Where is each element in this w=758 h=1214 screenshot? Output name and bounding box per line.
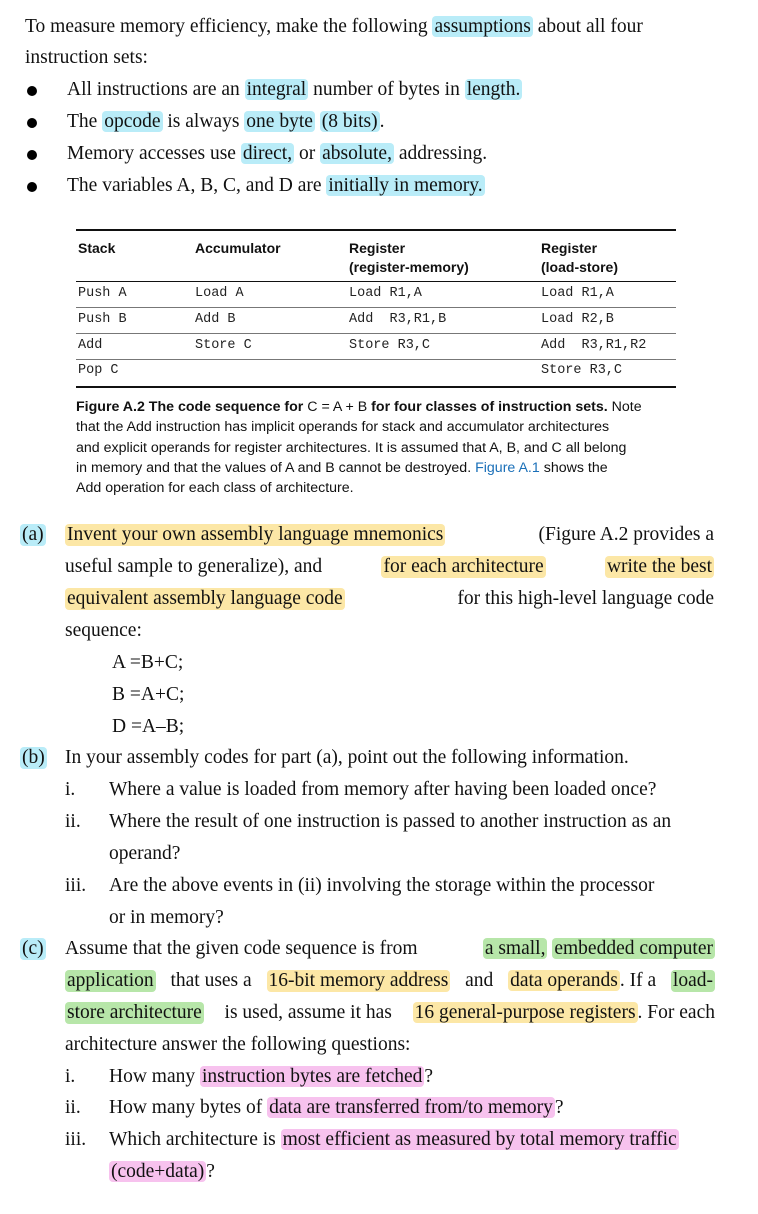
highlight-assumptions: assumptions: [434, 16, 531, 37]
header-stack: Stack: [78, 240, 116, 256]
row-divider: [76, 307, 676, 308]
part-c-line-2: application that uses a 16-bit memory address and data operands . If a load-: [67, 970, 713, 991]
bullet-dot: [27, 86, 37, 96]
table-cell: Add B: [195, 312, 236, 327]
code-line: B =A+C;: [112, 684, 185, 705]
intro-line-2: instruction sets:: [25, 47, 148, 68]
code-line: A =B+C;: [112, 652, 184, 673]
table-cell: Load R1,A: [541, 286, 614, 301]
part-c-item-1: How many instruction bytes are fetched ?: [109, 1066, 434, 1087]
header-load-store: Register (load-store): [541, 240, 618, 275]
bullet-dot: [27, 118, 37, 128]
part-c-line-4: architecture answer the following questions:: [65, 1034, 411, 1055]
table-top-rule: [76, 229, 676, 231]
part-c-label: (c): [22, 938, 44, 959]
sub-index: ii.: [65, 1097, 81, 1118]
intro-line-1: To measure memory efficiency, make the following assumptions about all four: [25, 16, 643, 37]
table-cell: Store R3,C: [541, 363, 623, 378]
part-b-line-1: In your assembly codes for part (a), point out the following information.: [65, 747, 629, 768]
sub-index: i.: [65, 779, 76, 800]
table-cell: Load R1,A: [349, 286, 422, 301]
header-accumulator: Accumulator: [195, 240, 281, 256]
sub-index: i.: [65, 1066, 76, 1087]
part-a-line-4: sequence:: [65, 620, 142, 641]
bullet-dot: [27, 182, 37, 192]
sub-index: ii.: [65, 811, 81, 832]
table-cell: Add R3,R1,B: [349, 312, 447, 327]
part-a-label: (a): [22, 524, 44, 545]
header-rule: [76, 281, 676, 282]
part-c-line-3: store architecture is used, assume it has 16 general-purpose registers . For each: [67, 1002, 715, 1023]
figure-caption: Figure A.2 The code sequence for C = A + B for four classes of instruction sets. Note that the Add instruction has implicit operands for stack and accumulator architectures and explicit operands for register architectures. It is assumed that A, B, and C all belong in memory and that the values of A and B cannot be destroyed. Figure A.1 shows the Add operation for each class of architecture.: [76, 399, 642, 497]
figure-a1-link[interactable]: Figure A.1: [475, 459, 540, 476]
table-cell: Pop C: [78, 363, 119, 378]
table-cell: Load R2,B: [541, 312, 614, 327]
sub-index: iii.: [65, 1129, 87, 1150]
table-cell: Store R3,C: [349, 338, 431, 353]
part-b-label: (b): [22, 747, 45, 768]
table-cell: Add R3,R1,R2: [541, 338, 647, 353]
bullet-item-1: All instructions are an integral number of bytes in length.: [67, 79, 521, 100]
bullet-item-3: Memory accesses use direct, or absolute, addressing.: [67, 143, 488, 164]
table-cell: Add: [78, 338, 103, 353]
part-b-item-3-cont: or in memory?: [109, 907, 224, 928]
bullet-dot: [27, 150, 37, 160]
part-b-item-2: Where the result of one instruction is passed to another instruction as an: [109, 811, 672, 832]
part-a-line-2: useful sample to generalize), and for each architecture write the best: [65, 556, 712, 577]
part-b-item-1: Where a value is loaded from memory after having been loaded once?: [109, 779, 657, 800]
part-c-item-2: How many bytes of data are transferred from/to memory ?: [109, 1097, 564, 1118]
row-divider: [76, 333, 676, 334]
header-register-memory: Register (register-memory): [349, 240, 469, 275]
table-cell: Store C: [195, 338, 252, 353]
bullet-item-2: The opcode is always one byte (8 bits) .: [67, 111, 385, 132]
table-cell: Push A: [78, 286, 127, 301]
part-a-line-3: equivalent assembly language code for this high-level language code: [67, 588, 714, 609]
code-line: D =A–B;: [112, 716, 185, 737]
part-c-item-3-cont: (code+data) ?: [111, 1161, 215, 1182]
part-c-line-1: Assume that the given code sequence is from a small, embedded computer: [65, 938, 713, 959]
table-cell: Push B: [78, 312, 127, 327]
part-b-item-3: Are the above events in (ii) involving the storage within the processor: [109, 875, 655, 896]
part-a-line-1: Invent your own assembly language mnemonics (Figure A.2 provides a: [67, 524, 714, 545]
bullet-item-4: The variables A, B, C, and D are initially in memory.: [67, 175, 483, 196]
part-c-item-3: Which architecture is most efficient as measured by total memory traffic: [109, 1129, 677, 1150]
table-bottom-rule: [76, 386, 676, 388]
part-b-item-2-cont: operand?: [109, 843, 181, 864]
table-cell: Load A: [195, 286, 244, 301]
sub-index: iii.: [65, 875, 87, 896]
row-divider: [76, 359, 676, 360]
